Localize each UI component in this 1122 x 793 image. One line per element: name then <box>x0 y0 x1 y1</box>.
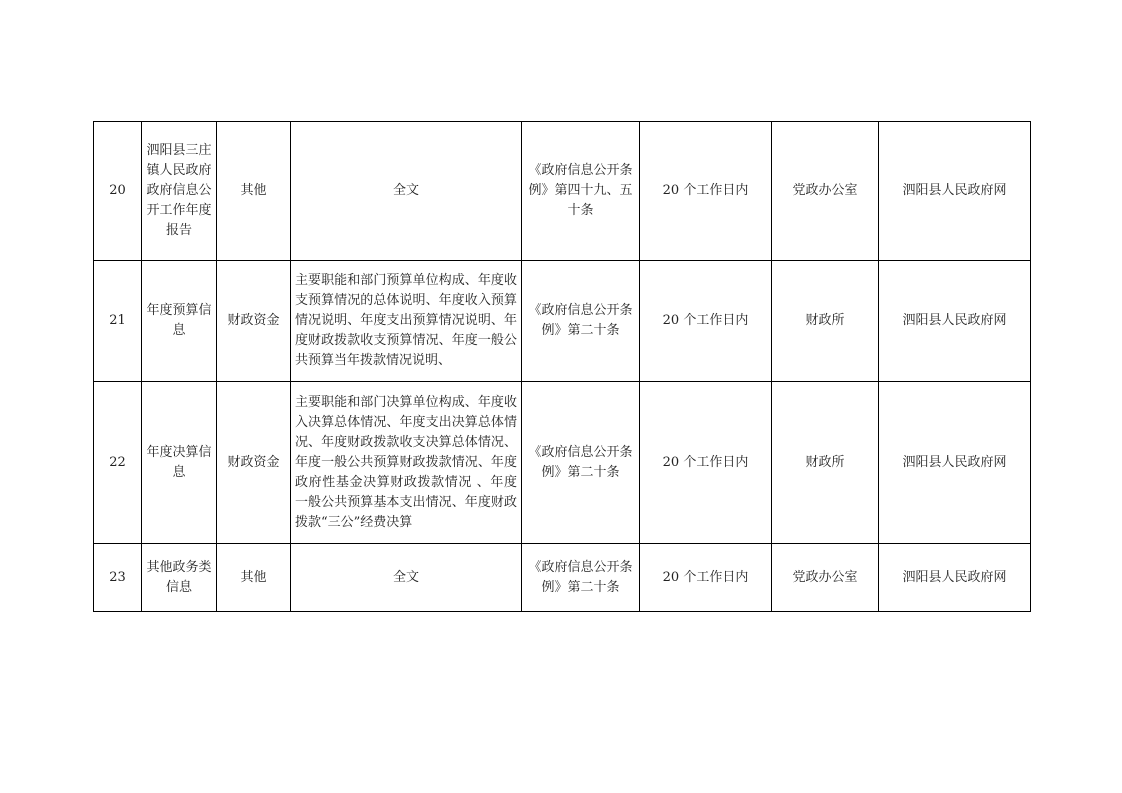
item-channel: 泗阳县人民政府网 <box>879 261 1031 382</box>
row-number: 22 <box>94 382 142 544</box>
item-content <box>291 261 522 382</box>
item-time-limit: 20 个工作日内 <box>640 544 772 612</box>
item-time-limit: 20 个工作日内 <box>640 122 772 261</box>
item-category: 财政资金 <box>217 261 291 382</box>
item-category: 财政资金 <box>217 382 291 544</box>
row-number: 20 <box>94 122 142 261</box>
item-channel: 泗阳县人民政府网 <box>879 544 1031 612</box>
item-name: 年度预算信息 <box>142 261 217 382</box>
item-content: 全文 <box>291 122 522 261</box>
item-content <box>291 382 522 544</box>
item-time-limit: 20 个工作日内 <box>640 382 772 544</box>
item-category: 其他 <box>217 122 291 261</box>
item-category: 其他 <box>217 544 291 612</box>
item-channel: 泗阳县人民政府网 <box>879 122 1031 261</box>
table-row <box>94 122 1031 261</box>
item-name: 其他政务类信息 <box>142 544 217 612</box>
item-department: 财政所 <box>772 261 879 382</box>
disclosure-table <box>93 121 1031 612</box>
table-row <box>94 382 1031 544</box>
item-content-text: 主要职能和部门预算单位构成、年度收支预算情况的总体说明、年度收入预算情况说明、年度支出预算情况说明、年度财政拨款收支预算情况、年度一般公共预算当年拨款情况说明、 <box>295 273 517 368</box>
item-content: 全文 <box>291 544 522 612</box>
item-basis: 《政府信息公开条例》第二十条 <box>522 544 640 612</box>
item-content-text: 主要职能和部门决算单位构成、年度收入决算总体情况、年度支出决算总体情况、年度财政拨款收支决算总体情况、年度一般公共预算财政拨款情况、年度政府性基金决算财政拨款情况 、年度一般公共预算基本支出情况、年度财政拨款“三公”经费决算 <box>295 394 517 530</box>
table-row <box>94 544 1031 612</box>
item-name: 年度决算信息 <box>142 382 217 544</box>
item-department: 党政办公室 <box>772 544 879 612</box>
table-row <box>94 261 1031 382</box>
row-number: 21 <box>94 261 142 382</box>
item-basis: 《政府信息公开条例》第四十九、五十条 <box>522 122 640 261</box>
item-department: 财政所 <box>772 382 879 544</box>
item-name-text: 泗阳县三庄镇人民政府政府信息公开工作年度报告 <box>146 143 212 238</box>
item-name <box>142 122 217 261</box>
item-basis: 《政府信息公开条例》第二十条 <box>522 382 640 544</box>
row-number: 23 <box>94 544 142 612</box>
item-department: 党政办公室 <box>772 122 879 261</box>
item-channel: 泗阳县人民政府网 <box>879 382 1031 544</box>
item-basis: 《政府信息公开条例》第二十条 <box>522 261 640 382</box>
item-time-limit: 20 个工作日内 <box>640 261 772 382</box>
